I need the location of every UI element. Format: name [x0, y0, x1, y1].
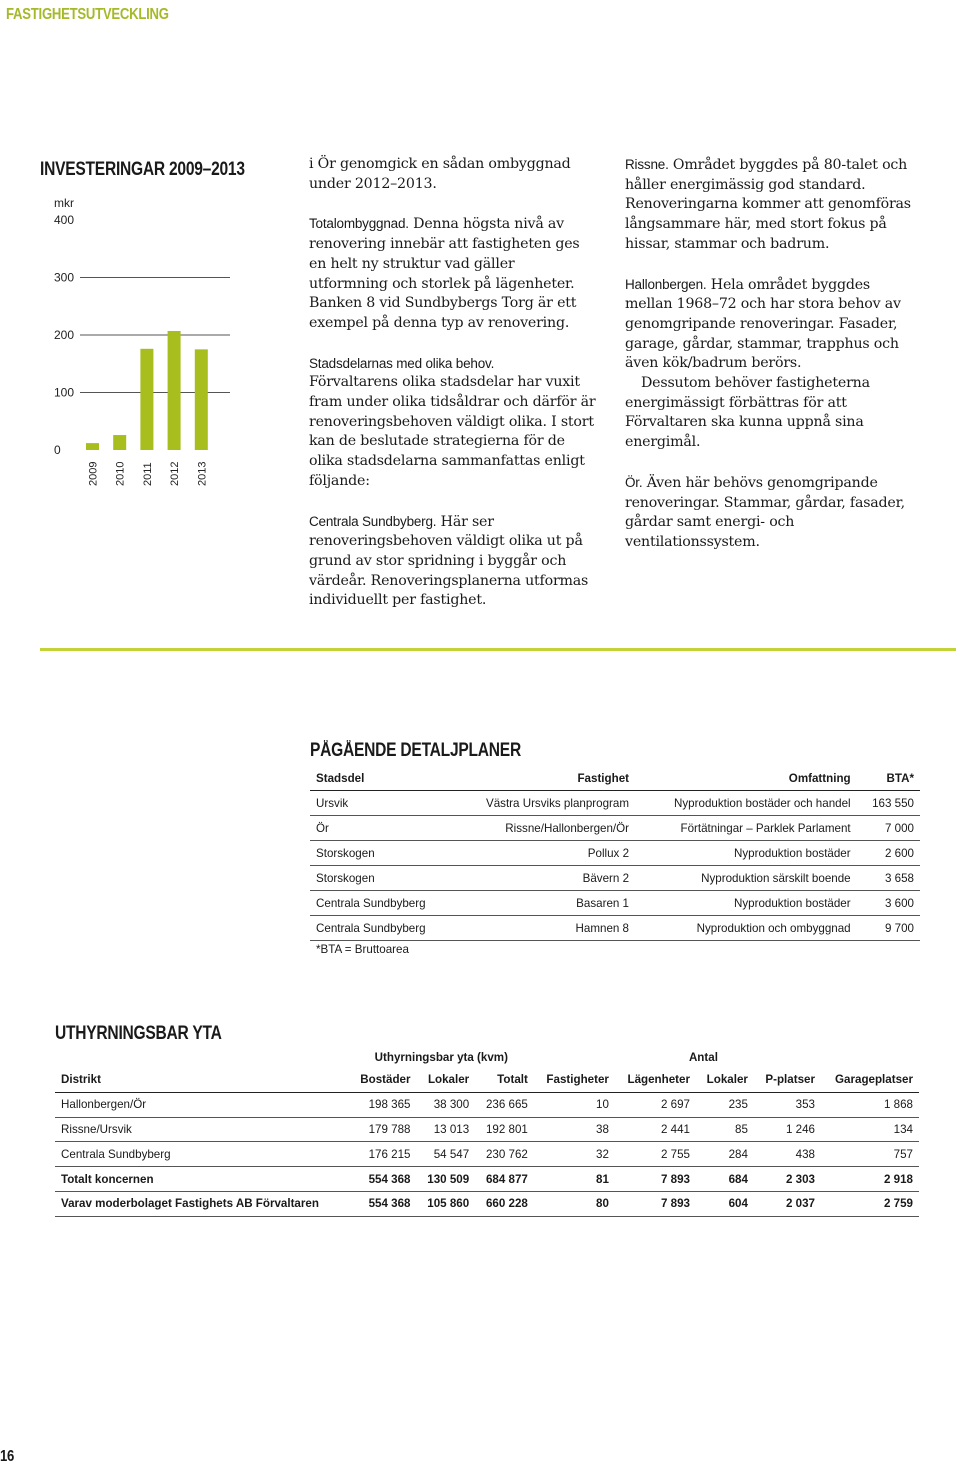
paragraph: [625, 275, 912, 375]
table-cell: 2 441: [615, 1117, 696, 1142]
table-cell: Nyproduktion bostäder och handel: [635, 791, 857, 816]
table-cell: 2 759: [821, 1191, 919, 1216]
table-cell: 13 013: [417, 1117, 476, 1142]
table-cell: 38 300: [417, 1092, 476, 1117]
column-header: Totalt: [475, 1068, 534, 1092]
table-cell: 2 600: [857, 841, 920, 866]
column-header: Stadsdel: [310, 766, 453, 791]
table-cell: 236 665: [475, 1092, 534, 1117]
table-cell: 1 246: [754, 1117, 821, 1142]
table-cell: 438: [754, 1142, 821, 1167]
bta-footnote: *BTA = Bruttoarea: [316, 943, 409, 956]
table-cell: Centrala Sundbyberg: [310, 891, 453, 916]
paragraph: [309, 512, 596, 612]
table-cell: 284: [696, 1142, 754, 1167]
table-cell: 105 860: [417, 1191, 476, 1216]
column-header: Lokaler: [417, 1068, 476, 1092]
column-header: Garageplatser: [821, 1068, 919, 1092]
table-cell: 7 893: [615, 1191, 696, 1216]
table-cell: 7 000: [857, 816, 920, 841]
paragraph-text: i Ör genomgick en sådan ombyggnad under 2012–2013.: [309, 156, 571, 192]
table-cell: 32: [534, 1142, 615, 1167]
table-cell: 198 365: [349, 1092, 417, 1117]
table-cell: 10: [534, 1092, 615, 1117]
table-cell: 176 215: [349, 1142, 417, 1167]
table-cell: 2 303: [754, 1167, 821, 1192]
investment-bar-chart: [40, 185, 240, 505]
table-cell: 85: [696, 1117, 754, 1142]
table-cell: Basaren 1: [453, 891, 635, 916]
column-header: Fastighet: [453, 766, 635, 791]
bar-2012: [168, 331, 181, 450]
paragraph: [625, 473, 912, 553]
y-tick-label: 200: [54, 328, 75, 342]
bar-2011: [140, 349, 153, 450]
table-header-row: [310, 766, 920, 791]
y-axis-label: mkr: [54, 196, 74, 210]
table-cell: Västra Ursviks planprogram: [453, 791, 635, 816]
bar-2013: [195, 349, 208, 450]
paragraph-text: Även här behövs genomgripande renoveringar. Stammar, gårdar, fasader, gårdar samt energi- och ventilationssystem.: [625, 474, 905, 550]
table-row: [55, 1142, 919, 1167]
table-cell: Nyproduktion särskilt boende: [635, 866, 857, 891]
paragraph: [625, 374, 912, 453]
table-cell: 2 037: [754, 1191, 821, 1216]
table-cell: 179 788: [349, 1117, 417, 1142]
x-tick-label: 2012: [169, 461, 182, 486]
table-cell: 684 877: [475, 1167, 534, 1192]
paragraph-lead: Ör.: [625, 474, 643, 490]
table-cell: Förtätningar – Parklek Parlament: [635, 816, 857, 841]
paragraph-text: Här ser renoveringsbehoven väldigt olika ut på grund av stor spridning i byggår och värdeår. Renoveringsplanerna utformas individuellt per fastighet.: [309, 513, 589, 609]
table-row: [55, 1117, 919, 1142]
table-cell: 81: [534, 1167, 615, 1192]
table-cell: 3 658: [857, 866, 920, 891]
table-cell: 1 868: [821, 1092, 919, 1117]
column-header: Lokaler: [696, 1068, 754, 1092]
column-header: Omfattning: [635, 766, 857, 791]
x-tick-label: 2010: [114, 461, 127, 486]
paragraph-text: Förvaltarens olika stadsdelar har vuxit fram under olika tidsåldrar och därför är renoveringsbehoven väldigt olika. I stort kan de beslutade strategierna för de olika stadsdelarna sammanfattas enligt följande:: [309, 374, 596, 489]
table-cell: 9 700: [857, 916, 920, 941]
table-row: [310, 791, 920, 816]
table-row: [55, 1167, 919, 1192]
table-cell: 757: [821, 1142, 919, 1167]
table-cell: 2 697: [615, 1092, 696, 1117]
table-group-header-row: [55, 1046, 919, 1068]
paragraph-text: Denna högsta nivå av renovering innebär att fastigheten ges en helt ny struktur vad gäller utformning och storlek på lägenheter. Banken 8 vid Sundbybergs Torg är ett exempel på denna typ av renovering.: [309, 216, 580, 331]
table-cell: Centrala Sundbyberg: [55, 1142, 349, 1167]
detaljplaner-title: PÅGÅENDE DETALJPLANER: [310, 740, 521, 761]
table-cell: Nyproduktion bostäder: [635, 841, 857, 866]
table-cell: Rissne/Ursvik: [55, 1117, 349, 1142]
table-cell: Ör: [310, 816, 453, 841]
bar-2010: [113, 435, 126, 450]
table-cell: Pollux 2: [453, 841, 635, 866]
text-column-right: [625, 155, 912, 553]
table-cell: 134: [821, 1117, 919, 1142]
table-cell: 604: [696, 1191, 754, 1216]
x-tick-label: 2011: [141, 462, 154, 486]
x-tick-label: 2009: [87, 461, 100, 486]
table-cell: 353: [754, 1092, 821, 1117]
paragraph-lead: Totalombyggnad.: [309, 216, 409, 232]
y-tick-label: 100: [54, 385, 75, 400]
paragraph: [309, 214, 596, 333]
column-header: Distrikt: [55, 1068, 349, 1092]
y-tick-label: 400: [54, 213, 75, 227]
section-divider: [40, 648, 956, 651]
table-cell: Varav moderbolaget Fastighets AB Förvaltaren: [55, 1191, 349, 1216]
table-cell: Ursvik: [310, 791, 453, 816]
chart-title: INVESTERINGAR 2009–2013: [40, 159, 245, 180]
table-cell: 684: [696, 1167, 754, 1192]
table-row: [310, 841, 920, 866]
table-cell: 130 509: [417, 1167, 476, 1192]
table-cell: Storskogen: [310, 841, 453, 866]
paragraph-text: Hela området byggdes mellan 1968–72 och har stora behov av genomgripande renoveringar. Fasader, garage, gårdar, stammar, trapphus och även kök/badrum berörs.: [625, 276, 901, 372]
table-cell: 80: [534, 1191, 615, 1216]
table-cell: 2 755: [615, 1142, 696, 1167]
table-cell: Nyproduktion bostäder: [635, 891, 857, 916]
x-tick-label: 2013: [196, 461, 209, 486]
paragraph-text: Dessutom behöver fastigheterna energimässigt förbättras för att Förvaltaren ska kunna uppnå sina energimål.: [625, 375, 870, 451]
table-cell: 2 918: [821, 1167, 919, 1192]
paragraph: [309, 155, 596, 194]
y-tick-label: 300: [54, 270, 75, 285]
text-column-middle: [309, 155, 596, 611]
group-header-yta: Uthyrningsbar yta (kvm): [374, 1050, 508, 1064]
table-header-row: [55, 1068, 919, 1092]
paragraph-lead: Rissne.: [625, 157, 669, 172]
table-cell: 554 368: [349, 1191, 417, 1216]
page-number: 16: [0, 1448, 15, 1465]
table-cell: 3 600: [857, 891, 920, 916]
table-cell: 660 228: [475, 1191, 534, 1216]
table-cell: Totalt koncernen: [55, 1167, 349, 1192]
column-header: Lägenheter: [615, 1068, 696, 1092]
table-cell: Hamnen 8: [453, 916, 635, 941]
table-cell: Bävern 2: [453, 866, 635, 891]
uthyrningsbar-title: UTHYRNINGSBAR YTA: [55, 1023, 222, 1044]
uthyrningsbar-table: [55, 1046, 919, 1217]
paragraph: [625, 155, 912, 255]
table-row: [55, 1191, 919, 1216]
subheading: Stadsdelarnas med olika behov.: [309, 355, 495, 371]
table-cell: Centrala Sundbyberg: [310, 916, 453, 941]
paragraph-text: Området byggdes på 80-talet och håller energimässig god standard. Renoveringarna kommer att genomföras långsammare här, med stort fokus på hissar, stammar och badrum.: [625, 157, 911, 252]
table-cell: 163 550: [857, 791, 920, 816]
section-label: FASTIGHETSUTVECKLING: [6, 6, 169, 23]
table-row: [310, 916, 920, 941]
table-cell: 54 547: [417, 1142, 476, 1167]
detaljplaner-table: [310, 766, 920, 941]
bar-2009: [86, 443, 99, 450]
column-header: Bostäder: [349, 1068, 417, 1092]
table-cell: 230 762: [475, 1142, 534, 1167]
paragraph: [309, 373, 596, 491]
table-cell: 554 368: [349, 1167, 417, 1192]
column-header: BTA*: [857, 766, 920, 791]
table-cell: Storskogen: [310, 866, 453, 891]
group-header-antal: Antal: [688, 1050, 718, 1064]
column-header: P-platser: [754, 1068, 821, 1092]
y-tick-label: 0: [54, 443, 61, 457]
column-header: Fastigheter: [534, 1068, 615, 1092]
table-cell: Rissne/Hallonbergen/Ör: [453, 816, 635, 841]
table-cell: 192 801: [475, 1117, 534, 1142]
table-cell: 7 893: [615, 1167, 696, 1192]
table-cell: Nyproduktion och ombyggnad: [635, 916, 857, 941]
table-cell: Hallonbergen/Ör: [55, 1092, 349, 1117]
table-row: [310, 891, 920, 916]
paragraph-lead: Centrala Sundbyberg.: [309, 513, 437, 529]
table-cell: 38: [534, 1117, 615, 1142]
paragraph-lead: Hallonbergen.: [625, 276, 707, 292]
table-row: [310, 816, 920, 841]
table-row: [310, 866, 920, 891]
table-row: [55, 1092, 919, 1117]
table-cell: 235: [696, 1092, 754, 1117]
